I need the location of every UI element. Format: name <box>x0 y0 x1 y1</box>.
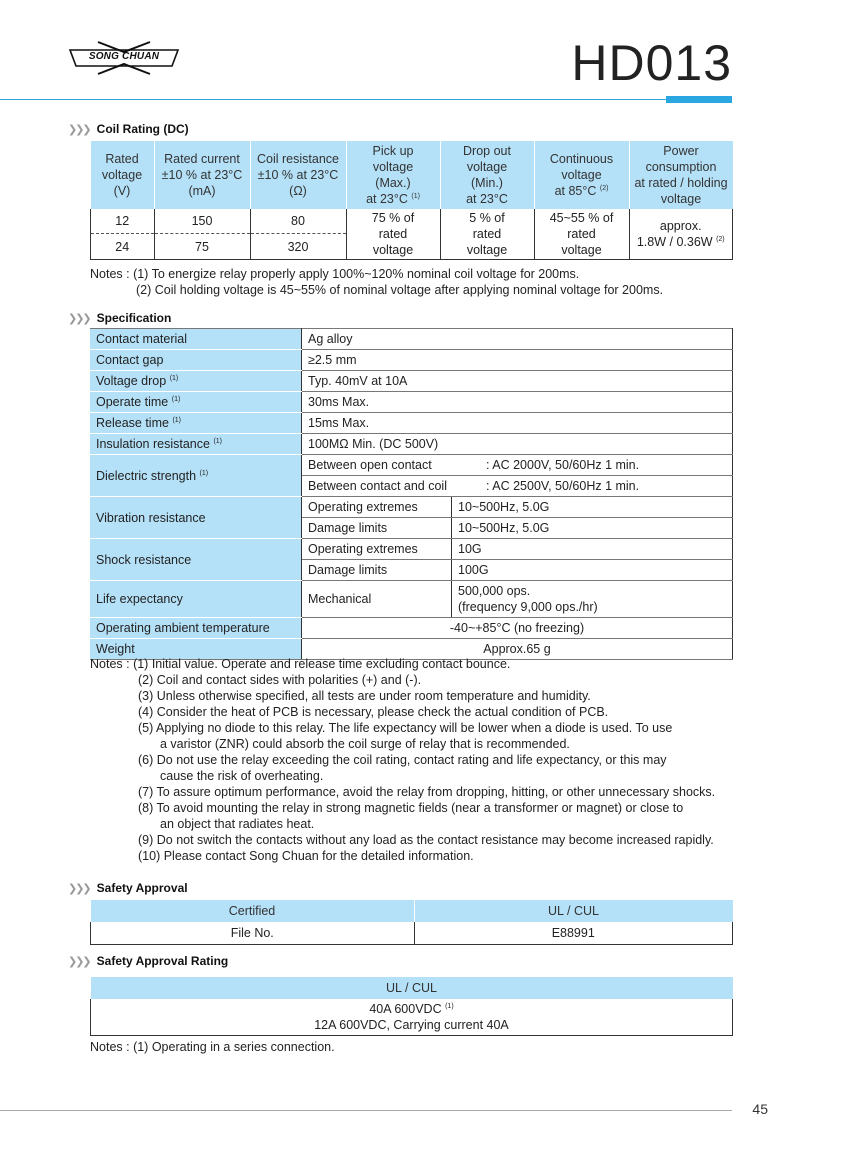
rating-section-title: ❯❯❯ Safety Approval Rating <box>68 954 229 968</box>
cell-resistance: 80 <box>250 209 346 234</box>
cell-pickup: 75 % of rated voltage <box>346 209 440 260</box>
spec-row-vibration: Vibration resistance Operating extremes 10~500Hz, 5.0G <box>90 497 733 518</box>
header-dropout-voltage: Drop out voltage (Min.) at 23°C <box>440 141 534 209</box>
rating-notes: Notes : (1) Operating in a series connection. <box>90 1040 335 1054</box>
spec-row-contact-material: Contact material Ag alloy <box>90 329 733 350</box>
table-row: 40A 600VDC $^{(1)}$ 12A 600VDC, Carrying current 40A <box>91 999 733 1036</box>
spec-row-ambient: Operating ambient temperature -40~+85°C (no freezing) <box>90 618 733 639</box>
cell-voltage: 24 <box>91 234 155 260</box>
table-row <box>91 209 733 234</box>
chevron-right-icon: ❯❯❯ <box>68 883 90 895</box>
spec-section-title: ❯❯❯ Specification <box>68 311 172 325</box>
spec-row-insulation: Insulation resistance $^{(1)}$ 100MΩ Min. (DC 500V) <box>90 434 733 455</box>
cell-voltage: 12 <box>91 209 155 234</box>
spec-row-vibration-2: Damage limits 10~500Hz, 5.0G <box>90 518 733 539</box>
coil-rating-table <box>90 141 733 260</box>
cell-current: 150 <box>154 209 250 234</box>
page-number: 45 <box>752 1101 768 1117</box>
spec-row-voltage-drop: Voltage drop $^{(1)}$ Typ. 40mV at 10A <box>90 371 733 392</box>
header-accent-block <box>666 96 732 103</box>
cell-dropout: 5 % of rated voltage <box>440 209 534 260</box>
chevron-right-icon: ❯❯❯ <box>68 956 90 968</box>
spec-row-release-time: Release time $^{(1)}$ 15ms Max. <box>90 413 733 434</box>
header-pickup-voltage: Pick up voltage (Max.) at 23°C $^{(1)}$ <box>346 141 440 209</box>
spec-row-dielectric-2: Between contact and coil : AC 2500V, 50/60Hz 1 min. <box>90 476 733 497</box>
spec-row-shock: Shock resistance Operating extremes 10G <box>90 539 733 560</box>
header-certified: Certified <box>91 900 415 922</box>
header-rule <box>0 99 666 100</box>
header-rated-current: Rated current ±10 % at 23°C (mA) <box>154 141 250 209</box>
header-rated-voltage: Rated voltage (V) <box>91 141 155 209</box>
chevron-right-icon: ❯❯❯ <box>68 124 90 136</box>
header-ul-cul: UL / CUL <box>414 900 733 922</box>
chevron-right-icon: ❯❯❯ <box>68 313 90 325</box>
safety-section-title: ❯❯❯ Safety Approval <box>68 881 188 895</box>
model-title: HD013 <box>571 35 732 91</box>
spec-row-operate-time: Operate time $^{(1)}$ 30ms Max. <box>90 392 733 413</box>
safety-rating-table <box>90 977 733 1036</box>
footer-rule <box>0 1110 732 1111</box>
spec-row-weight: Weight Approx.65 g <box>90 639 733 660</box>
table-row: File No. E88991 <box>91 922 733 945</box>
cell-current: 75 <box>154 234 250 260</box>
header-coil-resistance: Coil resistance ±10 % at 23°C (Ω) <box>250 141 346 209</box>
spec-notes: Notes : (1) Initial value. Operate and release time excluding contact bounce. (2) Coil and contact sides with polarities (+) and (-). (3) Unless otherwise specified, all tests are under room temperature and humidity. (4) Consider the heat of PCB is necessary, please check the actual condition of PCB. (5) Applying no diode to this relay. The life expectancy will be lower when a diode is used. To use a varistor (ZNR) could absorb the coil surge of relay that is recommended. (6) Do not use the relay exceeding the coil rating, contact rating and life expectancy, or this may cause the risk of overheating. (7) To assure optimum performance, avoid the relay from dropping, hitting, or other unnecessary shocks. (8) To avoid mounting the relay in strong magnetic fields (near a transformer or magnet) or close to an object that radiates heat. (9) Do not switch the contacts without any load as the contact resistance may become increased rapidly. (10) Please contact Song Chuan for the detailed information. <box>90 657 716 863</box>
cell-resistance: 320 <box>250 234 346 260</box>
specification-table <box>90 328 733 660</box>
safety-approval-table <box>90 900 733 945</box>
song-chuan-logo <box>68 40 180 76</box>
logo-text: SONG CHUAN <box>88 51 160 62</box>
coil-section-title: ❯❯❯ Coil Rating (DC) <box>68 122 189 136</box>
cell-power: approx. 1.8W / 0.36W $^{(2)}$ <box>629 209 733 260</box>
header-ul-cul: UL / CUL <box>91 977 733 999</box>
header-power-consumption: Power consumption at rated / holding voltage <box>629 141 733 209</box>
spec-row-dielectric: Dielectric strength $^{(1)}$ Between open contact : AC 2000V, 50/60Hz 1 min. <box>90 455 733 476</box>
spec-row-shock-2: Damage limits 100G <box>90 560 733 581</box>
coil-notes: Notes : (1) To energize relay properly apply 100%~120% nominal coil voltage for 200ms. (2) Coil holding voltage is 45~55% of nominal voltage after applying nominal voltage for 200ms. <box>90 267 664 297</box>
cell-continuous: 45~55 % of rated voltage <box>534 209 629 260</box>
spec-row-contact-gap: Contact gap ≥2.5 mm <box>90 350 733 371</box>
spec-row-life: Life expectancy Mechanical 500,000 ops. (frequency 9,000 ops./hr) <box>90 581 733 618</box>
header-continuous-voltage: Continuous voltage at 85°C $^{(2)}$ <box>534 141 629 209</box>
